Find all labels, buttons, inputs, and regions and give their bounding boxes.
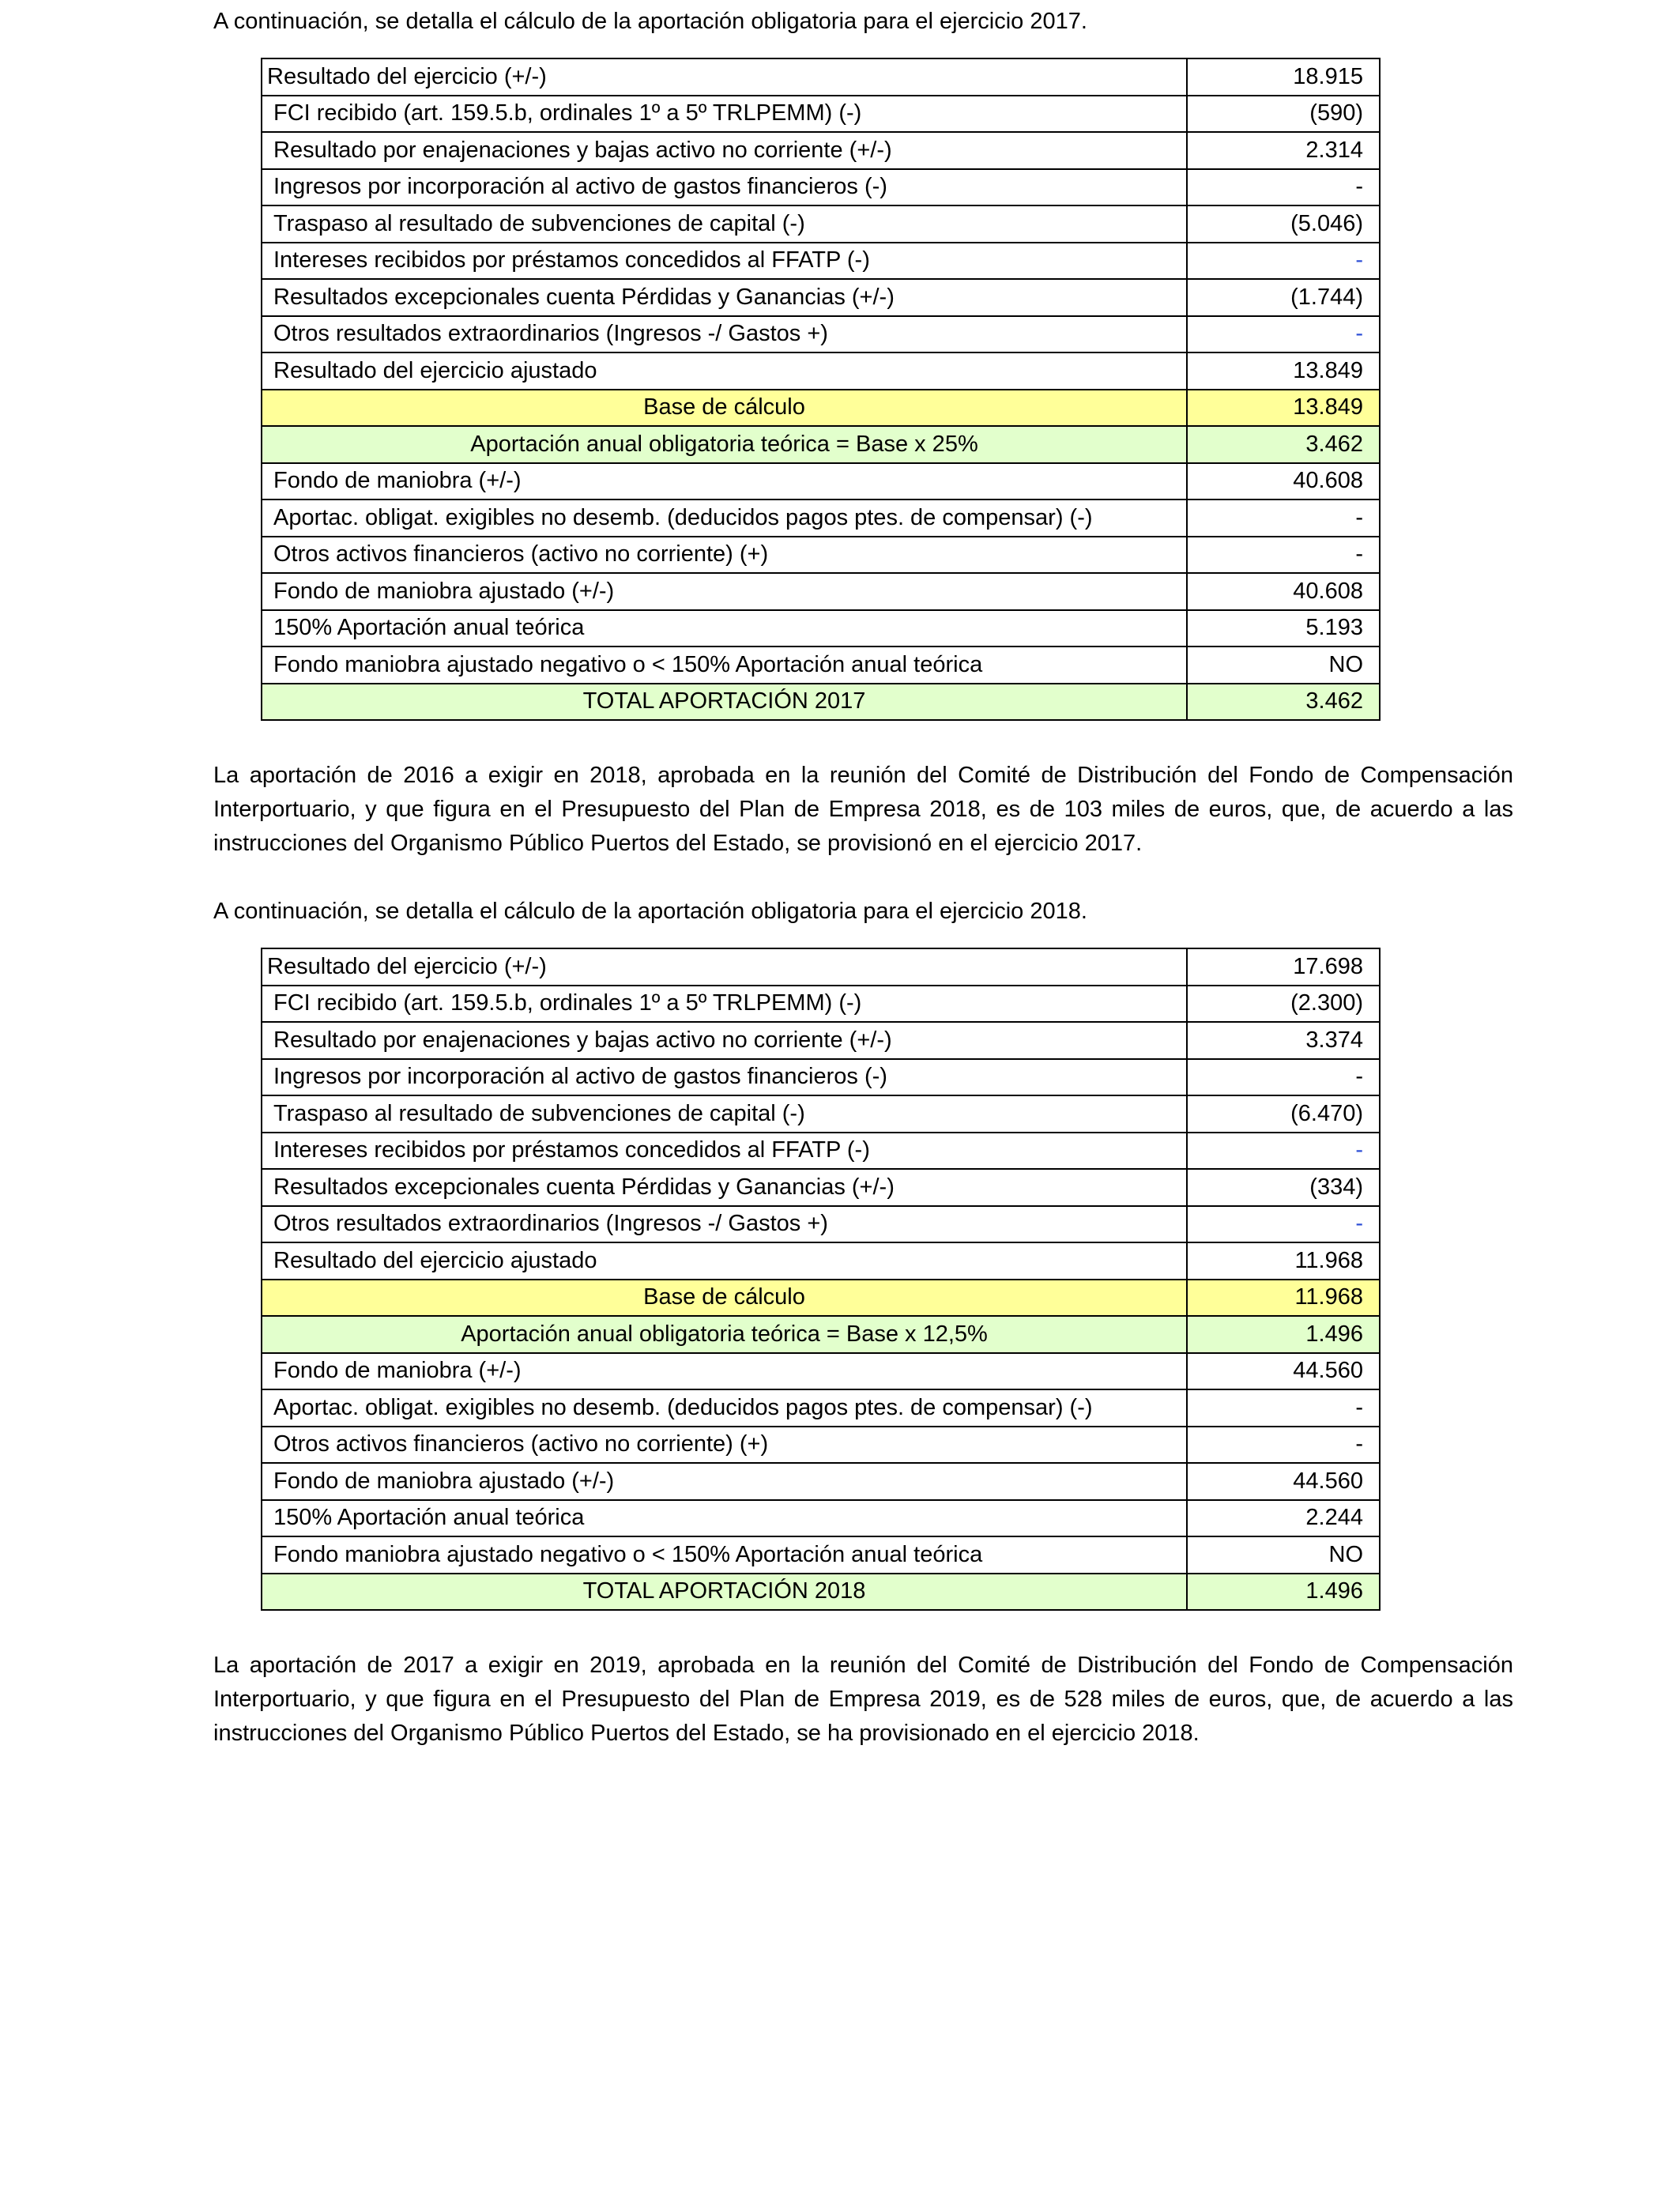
row-value: 2.314 — [1187, 132, 1380, 169]
row-value: - — [1187, 499, 1380, 537]
table-row — [262, 647, 1380, 684]
row-label: Resultado por enajenaciones y bajas activo no corriente (+/-) — [262, 132, 1187, 169]
table-row-total — [262, 684, 1380, 721]
row-value: 17.698 — [1187, 948, 1380, 986]
row-value: (590) — [1187, 96, 1380, 133]
row-label: Otros resultados extraordinarios (Ingresos -/ Gastos +) — [262, 1206, 1187, 1243]
row-label: Fondo maniobra ajustado negativo o < 150% Aportación anual teórica — [262, 647, 1187, 684]
row-label: Aportación anual obligatoria teórica = Base x 12,5% — [262, 1316, 1187, 1353]
row-value: - — [1187, 1427, 1380, 1464]
row-label: Intereses recibidos por préstamos concedidos al FFATP (-) — [262, 1133, 1187, 1170]
row-label: Intereses recibidos por préstamos concedidos al FFATP (-) — [262, 243, 1187, 280]
table-row — [262, 948, 1380, 986]
row-value: - — [1187, 1389, 1380, 1427]
table-row — [262, 1427, 1380, 1464]
calculation-table-2018 — [261, 948, 1381, 1611]
row-value: 18.915 — [1187, 58, 1380, 96]
table-row — [262, 1022, 1380, 1059]
row-value: 44.560 — [1187, 1353, 1380, 1390]
table-row — [262, 610, 1380, 647]
row-label: Fondo de maniobra ajustado (+/-) — [262, 1463, 1187, 1500]
row-value: (1.744) — [1187, 279, 1380, 316]
row-value: - — [1187, 169, 1380, 206]
table-row-total — [262, 1574, 1380, 1611]
intro-2017: A continuación, se detalla el cálculo de la aportación obligatoria para el ejercicio 2017. — [213, 9, 1087, 34]
table-row-base — [262, 390, 1380, 427]
row-label: Aportac. obligat. exigibles no desemb. (deducidos pagos ptes. de compensar) (-) — [262, 1389, 1187, 1427]
table-row — [262, 316, 1380, 353]
calculation-table-2017 — [261, 58, 1381, 721]
row-label: Resultados excepcionales cuenta Pérdidas y Ganancias (+/-) — [262, 1169, 1187, 1206]
table-row — [262, 986, 1380, 1023]
table-row — [262, 1206, 1380, 1243]
table-row — [262, 279, 1380, 316]
row-value: - — [1187, 316, 1380, 353]
row-value: NO — [1187, 1536, 1380, 1574]
table-row — [262, 1463, 1380, 1500]
row-label: Resultado del ejercicio ajustado — [262, 352, 1187, 390]
row-label: Base de cálculo — [262, 1280, 1187, 1317]
row-label: Fondo de maniobra (+/-) — [262, 463, 1187, 500]
table-row — [262, 1500, 1380, 1537]
row-label: Otros activos financieros (activo no corriente) (+) — [262, 537, 1187, 574]
row-label: Ingresos por incorporación al activo de gastos financieros (-) — [262, 169, 1187, 206]
row-label: Otros activos financieros (activo no corriente) (+) — [262, 1427, 1187, 1464]
row-value: (5.046) — [1187, 205, 1380, 243]
table-row — [262, 352, 1380, 390]
row-value: (334) — [1187, 1169, 1380, 1206]
paragraph-2018: La aportación de 2017 a exigir en 2019, aprobada en la reunión del Comité de Distribución del Fondo de Compensación Interportuario, y que figura en el Presupuesto del Plan de Empresa 2019, es de 528 miles de euros, que, de acuerdo a las instrucciones del Organismo Público Puertos del Estado, se ha provisionado en el ejercicio 2018. — [213, 1653, 1513, 1746]
row-value: 1.496 — [1187, 1574, 1380, 1611]
row-label: Base de cálculo — [262, 390, 1187, 427]
row-value: 3.462 — [1187, 684, 1380, 721]
table-row-base — [262, 1280, 1380, 1317]
row-label: TOTAL APORTACIÓN 2018 — [262, 1574, 1187, 1611]
row-value: 1.496 — [1187, 1316, 1380, 1353]
table-row — [262, 537, 1380, 574]
row-label: Traspaso al resultado de subvenciones de capital (-) — [262, 205, 1187, 243]
table-row — [262, 1389, 1380, 1427]
row-label: Fondo de maniobra (+/-) — [262, 1353, 1187, 1390]
row-label: Resultado por enajenaciones y bajas activo no corriente (+/-) — [262, 1022, 1187, 1059]
row-value: 13.849 — [1187, 390, 1380, 427]
row-label: Fondo maniobra ajustado negativo o < 150% Aportación anual teórica — [262, 1536, 1187, 1574]
row-value: - — [1187, 243, 1380, 280]
row-label: FCI recibido (art. 159.5.b, ordinales 1º a 5º TRLPEMM) (-) — [262, 986, 1187, 1023]
row-label: TOTAL APORTACIÓN 2017 — [262, 684, 1187, 721]
table-row — [262, 1169, 1380, 1206]
table-row-aportacion-teorica — [262, 426, 1380, 463]
row-value: 3.374 — [1187, 1022, 1380, 1059]
table-row — [262, 243, 1380, 280]
row-value: 40.608 — [1187, 463, 1380, 500]
row-value: 11.968 — [1187, 1242, 1380, 1280]
table-row — [262, 1242, 1380, 1280]
row-value: 11.968 — [1187, 1280, 1380, 1317]
row-value: 13.849 — [1187, 352, 1380, 390]
row-label: Aportac. obligat. exigibles no desemb. (deducidos pagos ptes. de compensar) (-) — [262, 499, 1187, 537]
row-value: 3.462 — [1187, 426, 1380, 463]
row-value: NO — [1187, 647, 1380, 684]
intro-2018: A continuación, se detalla el cálculo de la aportación obligatoria para el ejercicio 2018. — [213, 899, 1087, 924]
row-value: - — [1187, 537, 1380, 574]
row-value: 44.560 — [1187, 1463, 1380, 1500]
row-label: Traspaso al resultado de subvenciones de capital (-) — [262, 1095, 1187, 1133]
table-row — [262, 58, 1380, 96]
row-label: Resultado del ejercicio ajustado — [262, 1242, 1187, 1280]
row-label: Resultados excepcionales cuenta Pérdidas y Ganancias (+/-) — [262, 279, 1187, 316]
row-label: FCI recibido (art. 159.5.b, ordinales 1º a 5º TRLPEMM) (-) — [262, 96, 1187, 133]
table-row — [262, 499, 1380, 537]
table-row — [262, 1353, 1380, 1390]
table-row — [262, 1133, 1380, 1170]
row-value: 2.244 — [1187, 1500, 1380, 1537]
row-value: (2.300) — [1187, 986, 1380, 1023]
table-row — [262, 1059, 1380, 1096]
row-value: (6.470) — [1187, 1095, 1380, 1133]
table-row — [262, 96, 1380, 133]
row-label: Ingresos por incorporación al activo de gastos financieros (-) — [262, 1059, 1187, 1096]
row-label: Aportación anual obligatoria teórica = Base x 25% — [262, 426, 1187, 463]
table-row — [262, 132, 1380, 169]
table-row — [262, 463, 1380, 500]
row-value: - — [1187, 1059, 1380, 1096]
row-value: 5.193 — [1187, 610, 1380, 647]
row-value: 40.608 — [1187, 573, 1380, 610]
table-row — [262, 573, 1380, 610]
row-label: Fondo de maniobra ajustado (+/-) — [262, 573, 1187, 610]
paragraph-2017: La aportación de 2016 a exigir en 2018, aprobada en la reunión del Comité de Distribución del Fondo de Compensación Interportuario, y que figura en el Presupuesto del Plan de Empresa 2018, es de 103 miles de euros, que, de acuerdo a las instrucciones del Organismo Público Puertos del Estado, se provisionó en el ejercicio 2017. — [213, 763, 1513, 856]
row-value: - — [1187, 1133, 1380, 1170]
document-page — [213, 0, 1513, 1751]
row-label: 150% Aportación anual teórica — [262, 610, 1187, 647]
row-label: Otros resultados extraordinarios (Ingresos -/ Gastos +) — [262, 316, 1187, 353]
row-value: - — [1187, 1206, 1380, 1243]
table-row-aportacion-teorica — [262, 1316, 1380, 1353]
row-label: Resultado del ejercicio (+/-) — [262, 58, 1187, 96]
row-label: Resultado del ejercicio (+/-) — [262, 948, 1187, 986]
table-row — [262, 169, 1380, 206]
row-label: 150% Aportación anual teórica — [262, 1500, 1187, 1537]
table-row — [262, 1536, 1380, 1574]
table-row — [262, 1095, 1380, 1133]
table-row — [262, 205, 1380, 243]
